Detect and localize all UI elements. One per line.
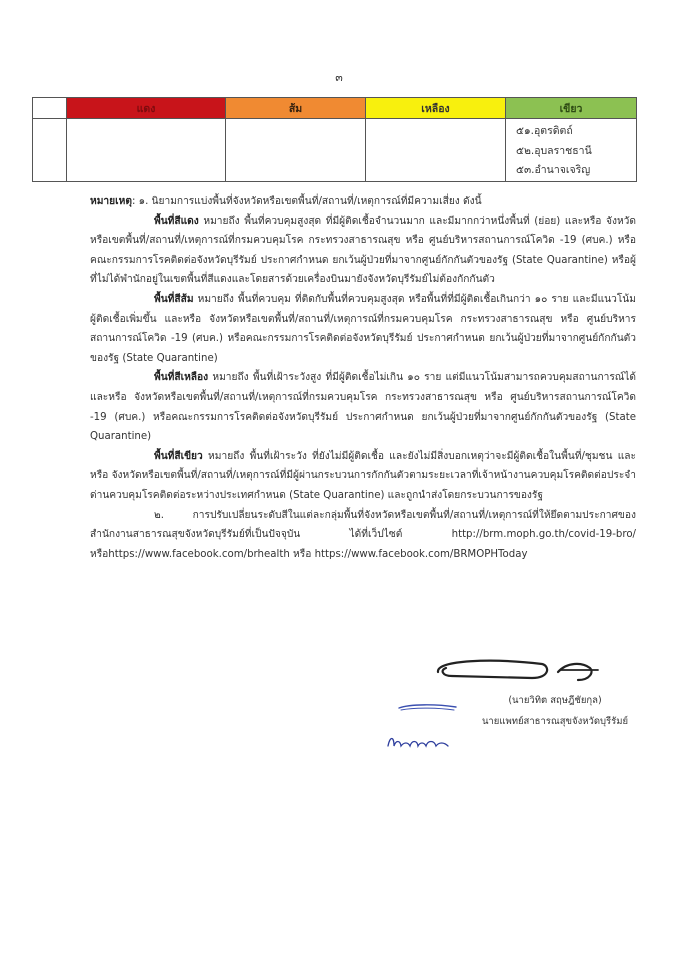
- yellow-zone-definition: [90, 368, 636, 446]
- green-zone-title: พื้นที่สีเขียว: [154, 450, 203, 462]
- header-green: เขียว: [506, 98, 637, 119]
- green-provinces-cell: [506, 119, 637, 182]
- green-zone-definition: [90, 447, 636, 506]
- yellow-provinces-cell: [366, 119, 506, 182]
- header-orange: ส้ม: [226, 98, 366, 119]
- red-zone-definition: [90, 212, 636, 290]
- header-yellow: เหลือง: [366, 98, 506, 119]
- yellow-zone-text: หมายถึง พื้นที่เฝ้าระวังสูง ที่มีผู้ติดเชื้อไม่เกิน ๑๐ ราย แต่มีแนวโน้มสามารถควบคุมสถานการณ์ได้ และหรือ จังหวัดหรือเขตพื้นที่/สถานที่/เหตุการณ์ที่กรมควบคุมโรค กระทรวงสาธารณสุข หรือ ศูนย์บริหารสถานการณ์โควิด -19 (ศบค.) หรือคณะกรรมการโรคติดต่อจังหวัดบุรีรัมย์ ประกาศกำหนด ยกเว้นผู้ป่วยที่มาจากศูนย์กักกันตัวของรัฐ (State Quarantine): [90, 372, 636, 443]
- list-item: ๕๓.อำนาจเจริญ: [516, 164, 591, 176]
- signatory-position: นายแพทย์สาธารณสุขจังหวัดบุรีรัมย์: [481, 716, 629, 727]
- notes-item-1: [90, 192, 636, 212]
- notes-label: หมายเหตุ: [90, 196, 132, 207]
- green-zone-text: หมายถึง พื้นที่เฝ้าระวัง ที่ยังไม่มีผู้ติดเชื้อ และยังไม่มีสิ่งบอกเหตุว่าจะมีผู้ติดเชื้อในพื้นที่/ชุมชน และหรือ จังหวัดหรือเขตพื้นที่/สถานที่/เหตุการณ์ที่มีผู้ผ่านกระบวนการกักกันตัวตามระยะเวลาที่เจ้าหน้างานควบคุมโรคติดต่อประจำด่านควบคุมโรคติดต่อระหว่างประเทศกำหนด (State Quarantine) และถูกนำส่งโดยกระบวนการของรัฐ: [90, 450, 636, 501]
- signature-scribble: [432, 650, 602, 690]
- page-number: ๓: [335, 71, 343, 84]
- signature-block: [470, 690, 640, 732]
- orange-zone-title: พื้นที่สีส้ม: [154, 293, 194, 305]
- yellow-zone-title: พื้นที่สีเหลือง: [154, 372, 209, 384]
- zone-table: [32, 97, 637, 182]
- red-zone-title: พื้นที่สีแดง: [154, 215, 199, 227]
- notes-item-2: ๒. การปรับเปลี่ยนระดับสีในแต่ละกลุ่มพื้นที่จังหวัดหรือเขตพื้นที่/สถานที่/เหตุการณ์ที่ให้ยึดตามประกาศของสำนักงานสาธารณสุขจังหวัดบุรีรัมย์ที่เป็นปัจจุบัน ได้ที่เว็ปไซต์ http://brm.moph.go.th/covid-19-bro/หรือhttps://www.facebook.com/brhealth หรือ https://www.facebook.com/BRMOPHToday: [90, 509, 636, 560]
- list-item: ๕๑.อุตรดิตถ์: [516, 125, 573, 137]
- initial-mark: [396, 700, 460, 714]
- zone-table-row: [33, 119, 637, 182]
- signatory-name: (นายวิทิต สฤษฎีชัยกุล): [508, 695, 602, 706]
- list-item: ๕๒.อุบลราชธานี: [516, 144, 592, 157]
- row-blank-cell: [33, 119, 67, 182]
- header-red: แดง: [67, 98, 226, 119]
- notes-item-1-text: : ๑. นิยามการแบ่งพื้นที่จังหวัดหรือเขตพื้นที่/สถานที่/เหตุการณ์ที่มีความเสี่ยง ดังนี้: [131, 196, 482, 207]
- red-provinces-cell: [67, 119, 226, 182]
- header-blank: [33, 98, 67, 119]
- handwritten-note: [384, 732, 454, 754]
- zone-table-header: [33, 98, 637, 119]
- orange-zone-text: หมายถึง พื้นที่ควบคุม ที่ติดกับพื้นที่ควบคุมสูงสุด หรือพื้นที่ที่มีผู้ติดเชื้อเกินกว่า ๑๐ ราย และมีแนวโน้มผู้ติดเชื้อเพิ่มขึ้น และหรือ จังหวัดหรือเขตพื้นที่/สถานที่/เหตุการณ์ที่กรมควบคุมโรค กระทรวงสาธารณสุข หรือ ศูนย์บริหารสถานการณ์โควิด -19 (ศบค.) หรือคณะกรรมการโรคติดต่อจังหวัดบุรีรัมย์ ประกาศกำหนด ยกเว้นผู้ป่วยที่มาจากศูนย์กักกันตัวของรัฐ (State Quarantine): [90, 293, 636, 364]
- orange-provinces-cell: [226, 119, 366, 182]
- red-zone-text: หมายถึง พื้นที่ควบคุมสูงสุด ที่มีผู้ติดเชื้อจำนวนมาก และมีมากกว่าหนึ่งพื้นที่ (ย่อย) และหรือ จังหวัดหรือเขตพื้นที่/สถานที่/เหตุการณ์ที่กรมควบคุมโรค กระทรวงสาธารณสุข หรือ ศูนย์บริหารสถานการณ์โควิด -19 (ศบค.) หรือคณะกรรมการโรคติดต่อจังหวัดบุรีรัมย์ ประกาศกำหนด ยกเว้นผู้ป่วยที่มาจากศูนย์กักกันตัวของรัฐ (State Quarantine) หรือผู้ที่ไม่ได้พำนักอยู่ในเขตพื้นที่สีแดงและโดยสารด้วยเครื่องบินมายังจังหวัดบุรีรัมย์ไม่ต้องกักกันตัว: [90, 215, 636, 286]
- orange-zone-definition: [90, 290, 636, 368]
- green-province-list: [506, 119, 636, 181]
- notes-section: [90, 192, 636, 564]
